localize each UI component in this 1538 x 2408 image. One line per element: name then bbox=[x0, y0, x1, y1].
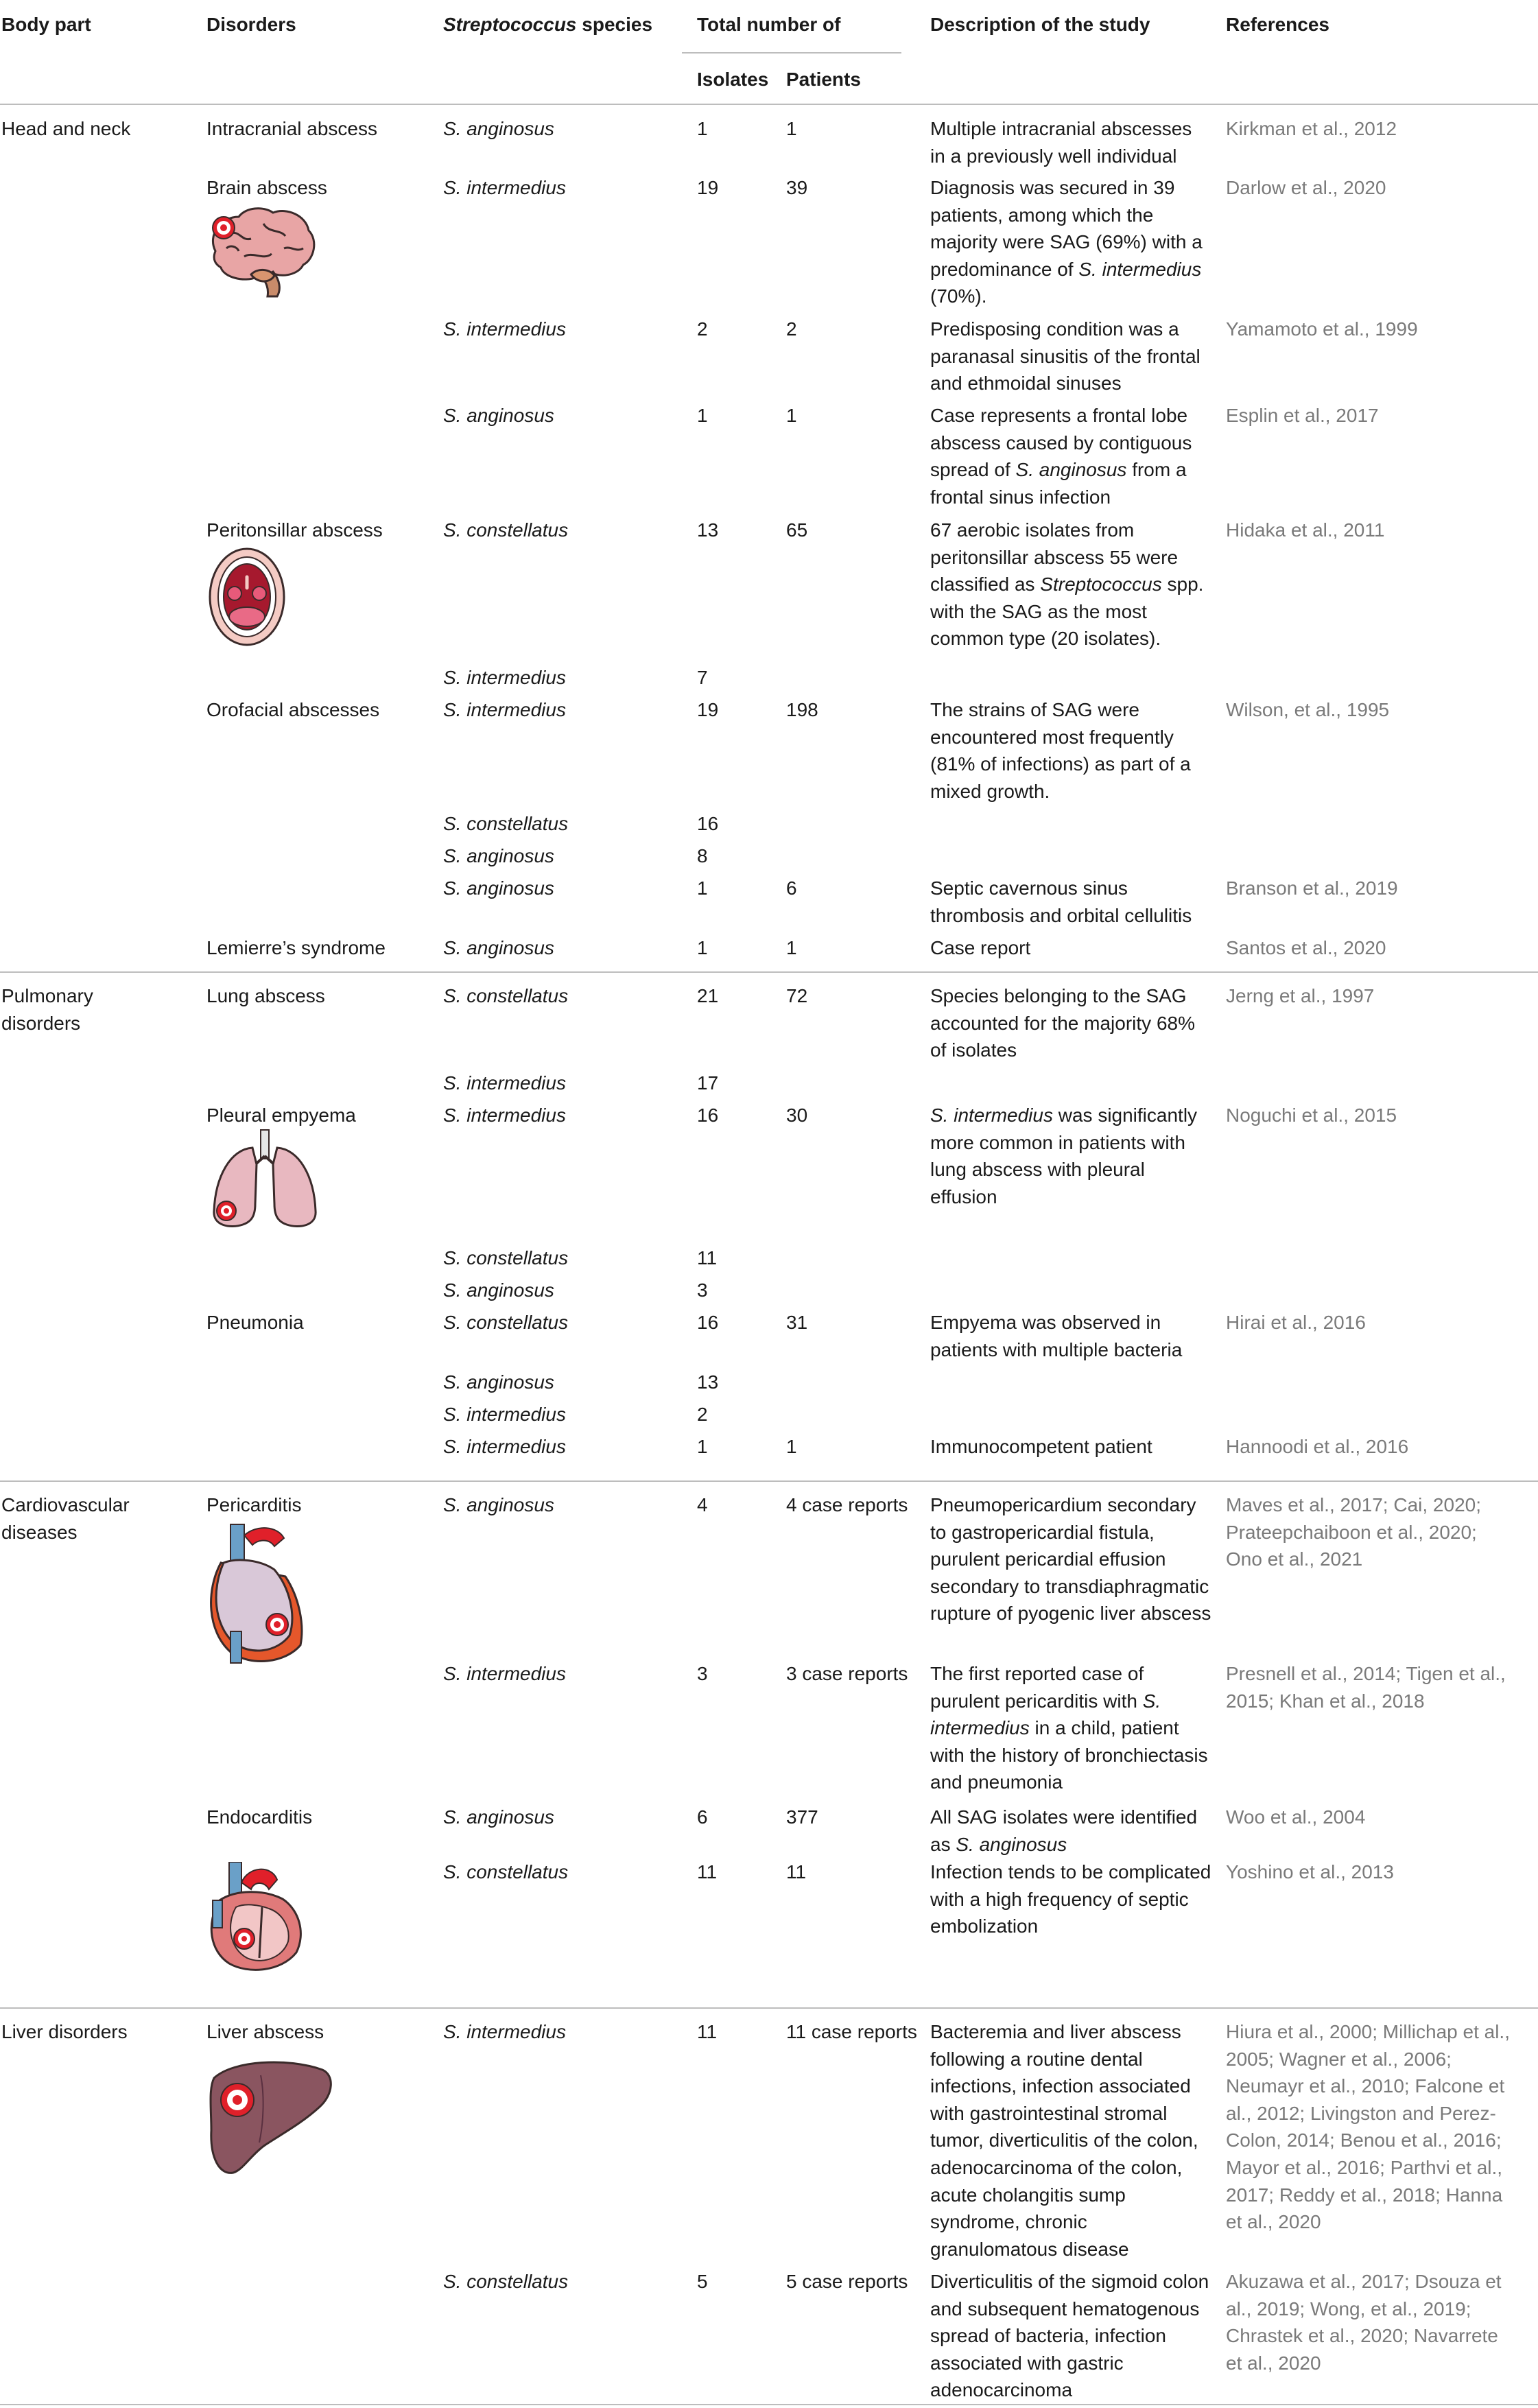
patients-cell: 31 bbox=[786, 1312, 808, 1333]
patients-cell: 1 bbox=[786, 937, 797, 958]
patients-cell: 72 bbox=[786, 985, 808, 1006]
species-cell: S. intermedius bbox=[443, 1404, 566, 1425]
species-cell: S. intermedius bbox=[443, 318, 566, 340]
description-text: was significantly more common in patients with lung abscess with pleural effusion bbox=[930, 1105, 1198, 1207]
isolates-cell: 11 bbox=[697, 2021, 718, 2042]
reference-cell: Hidaka et al., 2011 bbox=[1226, 519, 1385, 541]
reference-cell: Hannoodi et al., 2016 bbox=[1226, 1436, 1409, 1457]
section-rule bbox=[0, 1480, 1538, 1482]
description-italic: S. intermedius bbox=[930, 1105, 1053, 1126]
species-cell: S. constellatus bbox=[443, 1247, 569, 1268]
patients-cell: 4 case reports bbox=[786, 1494, 908, 1515]
species-cell: S. intermedius bbox=[443, 667, 566, 688]
isolates-cell: 1 bbox=[697, 877, 708, 899]
isolates-cell: 16 bbox=[697, 1312, 719, 1333]
header-description: Description of the study bbox=[930, 14, 1150, 35]
isolates-cell: 2 bbox=[697, 1404, 708, 1425]
disorder-lemierre: Lemierre’s syndrome bbox=[206, 937, 386, 958]
patients-cell: 39 bbox=[786, 177, 808, 198]
patients-cell: 30 bbox=[786, 1105, 808, 1126]
isolates-cell: 4 bbox=[697, 1494, 708, 1515]
description-text: (70%). bbox=[930, 285, 987, 307]
heart-section-illustration bbox=[206, 1862, 309, 1972]
reference-cell: Branson et al., 2019 bbox=[1226, 877, 1398, 899]
description-cell: Empyema was observed in patients with multiple bacteria bbox=[930, 1312, 1183, 1360]
reference-cell: Hirai et al., 2016 bbox=[1226, 1312, 1366, 1333]
description-cell: Pneumopericardium secondary to gastropericardial fistula, purulent pericardial effusion secondary to transdiaphragmatic rupture of pyogenic liver abscess bbox=[930, 1494, 1211, 1625]
species-cell: S. anginosus bbox=[443, 118, 554, 139]
patients-cell: 65 bbox=[786, 519, 808, 541]
header-disorders: Disorders bbox=[206, 14, 296, 35]
disorder-brain: Brain abscess bbox=[206, 177, 327, 198]
header-references: References bbox=[1226, 14, 1329, 35]
header-total: Total number of bbox=[697, 14, 841, 35]
isolates-cell: 3 bbox=[697, 1663, 708, 1684]
description-cell: Infection tends to be complicated with a high frequency of septic embolization bbox=[930, 1861, 1211, 1937]
reference-cell: Jerng et al., 1997 bbox=[1226, 985, 1375, 1006]
disorder-pericarditis: Pericarditis bbox=[206, 1494, 302, 1515]
isolates-cell: 1 bbox=[697, 405, 708, 426]
reference-cell: Presnell et al., 2014; Tigen et al., 2015; Khan et al., 2018 bbox=[1226, 1663, 1506, 1712]
patients-cell: 1 bbox=[786, 405, 797, 426]
description-cell bbox=[930, 1660, 1211, 1796]
description-italic: S. anginosus bbox=[956, 1833, 1067, 1855]
body-part-head-neck: Head and neck bbox=[1, 118, 131, 139]
description-text: All SAG isolates were identified as bbox=[930, 1806, 1198, 1855]
species-cell: S. anginosus bbox=[443, 1494, 554, 1515]
header-patients: Patients bbox=[786, 69, 861, 90]
section-rule bbox=[0, 971, 1538, 973]
patients-cell: 5 case reports bbox=[786, 2271, 908, 2292]
isolates-cell: 5 bbox=[697, 2271, 708, 2292]
description-cell bbox=[930, 1102, 1211, 1210]
description-cell: Predisposing condition was a paranasal sinusitis of the frontal and ethmoidal sinuses bbox=[930, 318, 1200, 394]
isolates-cell: 19 bbox=[697, 699, 719, 720]
header-rule bbox=[0, 104, 1538, 105]
open-mouth-illustration bbox=[206, 545, 288, 648]
description-text: from a frontal sinus infection bbox=[930, 459, 1187, 508]
description-cell bbox=[930, 1804, 1211, 1858]
species-cell: S. anginosus bbox=[443, 1806, 554, 1828]
description-cell: Diverticulitis of the sigmoid colon and subsequent hematogenous spread of bacteria, infection associated with gastric adenocarcinoma bbox=[930, 2271, 1209, 2401]
description-cell: Bacteremia and liver abscess following a routine dental infections, infection associated with gastrointestinal stromal tumor, diverticulitis of the colon, adenocarcinoma of the colon, acute cholangitis sump syndrome, chronic granulomatous disease bbox=[930, 2021, 1198, 2260]
header-body-part: Body part bbox=[1, 14, 91, 35]
bottom-rule bbox=[0, 2404, 1538, 2405]
isolates-cell: 1 bbox=[697, 118, 708, 139]
brain-illustration bbox=[203, 203, 320, 299]
liver-illustration bbox=[206, 2055, 336, 2178]
body-part-cardiovascular: Cardiovascular diseases bbox=[1, 1494, 130, 1543]
description-text: The first reported case of purulent pericarditis with bbox=[930, 1663, 1144, 1712]
isolates-cell: 11 bbox=[697, 1247, 718, 1268]
description-cell: Multiple intracranial abscesses in a previously well individual bbox=[930, 118, 1192, 167]
description-cell bbox=[930, 517, 1211, 652]
species-cell: S. constellatus bbox=[443, 1861, 569, 1882]
patients-cell: 11 case reports bbox=[786, 2021, 917, 2042]
reference-cell: Darlow et al., 2020 bbox=[1226, 177, 1386, 198]
species-cell: S. constellatus bbox=[443, 985, 569, 1006]
description-text: Case represents a frontal lobe abscess caused by contiguous spread of bbox=[930, 405, 1192, 481]
description-text: Diagnosis was secured in 39 patients, among which the majority were SAG (69%) with a predominance of bbox=[930, 177, 1203, 280]
disorder-liver-abscess: Liver abscess bbox=[206, 2021, 324, 2042]
isolates-cell: 16 bbox=[697, 1105, 719, 1126]
section-rule bbox=[0, 2007, 1538, 2009]
body-part-liver: Liver disorders bbox=[1, 2021, 128, 2042]
description-italic: S. intermedius bbox=[1078, 258, 1202, 280]
species-cell: S. constellatus bbox=[443, 519, 569, 541]
isolates-cell: 2 bbox=[697, 318, 708, 340]
reference-cell: Maves et al., 2017; Cai, 2020; Prateepchaiboon et al., 2020; Ono et al., 2021 bbox=[1226, 1494, 1481, 1570]
description-italic: Streptococcus bbox=[1040, 574, 1162, 595]
disorder-peritonsillar: Peritonsillar abscess bbox=[206, 519, 383, 541]
reference-cell: Wilson, et al., 1995 bbox=[1226, 699, 1390, 720]
description-cell: Species belonging to the SAG accounted for the majority 68% of isolates bbox=[930, 985, 1195, 1061]
species-cell: S. anginosus bbox=[443, 845, 554, 866]
description-cell: Case report bbox=[930, 937, 1031, 958]
patients-cell: 1 bbox=[786, 118, 797, 139]
disorder-intracranial: Intracranial abscess bbox=[206, 118, 378, 139]
disorder-pleural: Pleural empyema bbox=[206, 1105, 356, 1126]
species-cell: S. intermedius bbox=[443, 177, 566, 198]
species-cell: S. anginosus bbox=[443, 937, 554, 958]
reference-cell: Yoshino et al., 2013 bbox=[1226, 1861, 1394, 1882]
disorder-endocarditis: Endocarditis bbox=[206, 1806, 313, 1828]
reference-cell: Akuzawa et al., 2017; Dsouza et al., 2019; Wong, et al., 2019; Chrastek et al., 2020; Navarrete et al., 2020 bbox=[1226, 2271, 1502, 2374]
species-cell: S. anginosus bbox=[443, 1279, 554, 1301]
disorder-lung: Lung abscess bbox=[206, 985, 325, 1006]
species-cell: S. intermedius bbox=[443, 1105, 566, 1126]
description-text: 67 aerobic isolates from peritonsillar abscess 55 were classified as bbox=[930, 519, 1179, 595]
reference-cell: Yamamoto et al., 1999 bbox=[1226, 318, 1418, 340]
isolates-cell: 8 bbox=[697, 845, 708, 866]
species-cell: S. constellatus bbox=[443, 1312, 569, 1333]
header-species-rest: species bbox=[576, 14, 653, 35]
species-cell: S. anginosus bbox=[443, 1371, 554, 1393]
isolates-cell: 11 bbox=[697, 1861, 718, 1882]
species-cell: S. anginosus bbox=[443, 877, 554, 899]
isolates-cell: 1 bbox=[697, 937, 708, 958]
reference-cell: Kirkman et al., 2012 bbox=[1226, 118, 1397, 139]
species-cell: S. intermedius bbox=[443, 1436, 566, 1457]
species-cell: S. intermedius bbox=[443, 2021, 566, 2042]
disorder-pneumonia: Pneumonia bbox=[206, 1312, 304, 1333]
patients-cell: 6 bbox=[786, 877, 797, 899]
reference-cell: Noguchi et al., 2015 bbox=[1226, 1105, 1397, 1126]
header-species-italic: Streptococcus bbox=[443, 14, 577, 35]
reference-cell: Santos et al., 2020 bbox=[1226, 937, 1386, 958]
isolates-cell: 7 bbox=[697, 667, 708, 688]
reference-cell: Esplin et al., 2017 bbox=[1226, 405, 1379, 426]
description-cell bbox=[930, 402, 1211, 510]
reference-cell: Hiura et al., 2000; Millichap et al., 2005; Wagner et al., 2006; Neumayr et al., 2010; Falcone et al., 2012; Livingston and Perez-Colon, 2014; Benou et al., 2016; Mayor et al., 2016; Parthvi et al., 2017; Reddy et al., 2018; Hanna et al., 2020 bbox=[1226, 2021, 1510, 2233]
heart-pericardium-illustration bbox=[203, 1522, 306, 1666]
reference-cell: Woo et al., 2004 bbox=[1226, 1806, 1366, 1828]
isolates-cell: 6 bbox=[697, 1806, 708, 1828]
patients-cell: 2 bbox=[786, 318, 797, 340]
description-cell bbox=[930, 174, 1211, 310]
isolates-cell: 17 bbox=[697, 1072, 719, 1094]
isolates-cell: 13 bbox=[697, 1371, 719, 1393]
species-cell: S. intermedius bbox=[443, 1663, 566, 1684]
description-italic: S. intermedius bbox=[930, 1690, 1161, 1739]
description-text: in a child, patient with the history of bronchiectasis and pneumonia bbox=[930, 1717, 1208, 1793]
description-cell: Septic cavernous sinus thrombosis and orbital cellulitis bbox=[930, 877, 1192, 926]
patients-cell: 1 bbox=[786, 1436, 797, 1457]
species-cell: S. intermedius bbox=[443, 1072, 566, 1094]
species-cell: S. anginosus bbox=[443, 405, 554, 426]
description-text: spp. with the SAG as the most common type (20 isolates). bbox=[930, 574, 1204, 650]
body-part-pulmonary: Pulmonary disorders bbox=[1, 985, 93, 1034]
patients-cell: 198 bbox=[786, 699, 818, 720]
species-cell: S. constellatus bbox=[443, 2271, 569, 2292]
isolates-cell: 1 bbox=[697, 1436, 708, 1457]
patients-cell: 377 bbox=[786, 1806, 818, 1828]
description-cell: The strains of SAG were encountered most frequently (81% of infections) as part of a mixed growth. bbox=[930, 699, 1191, 802]
lungs-illustration bbox=[203, 1129, 327, 1231]
header-species bbox=[443, 11, 690, 38]
description-cell: Immunocompetent patient bbox=[930, 1436, 1152, 1457]
isolates-cell: 13 bbox=[697, 519, 719, 541]
header-subrule bbox=[682, 52, 901, 54]
species-cell: S. constellatus bbox=[443, 813, 569, 834]
header-isolates: Isolates bbox=[697, 69, 769, 90]
isolates-cell: 19 bbox=[697, 177, 719, 198]
isolates-cell: 21 bbox=[697, 985, 719, 1006]
isolates-cell: 3 bbox=[697, 1279, 708, 1301]
isolates-cell: 16 bbox=[697, 813, 719, 834]
disorder-orofacial: Orofacial abscesses bbox=[206, 699, 380, 720]
patients-cell: 3 case reports bbox=[786, 1663, 908, 1684]
patients-cell: 11 bbox=[786, 1861, 807, 1882]
species-cell: S. intermedius bbox=[443, 699, 566, 720]
description-italic: S. anginosus bbox=[1015, 459, 1127, 481]
